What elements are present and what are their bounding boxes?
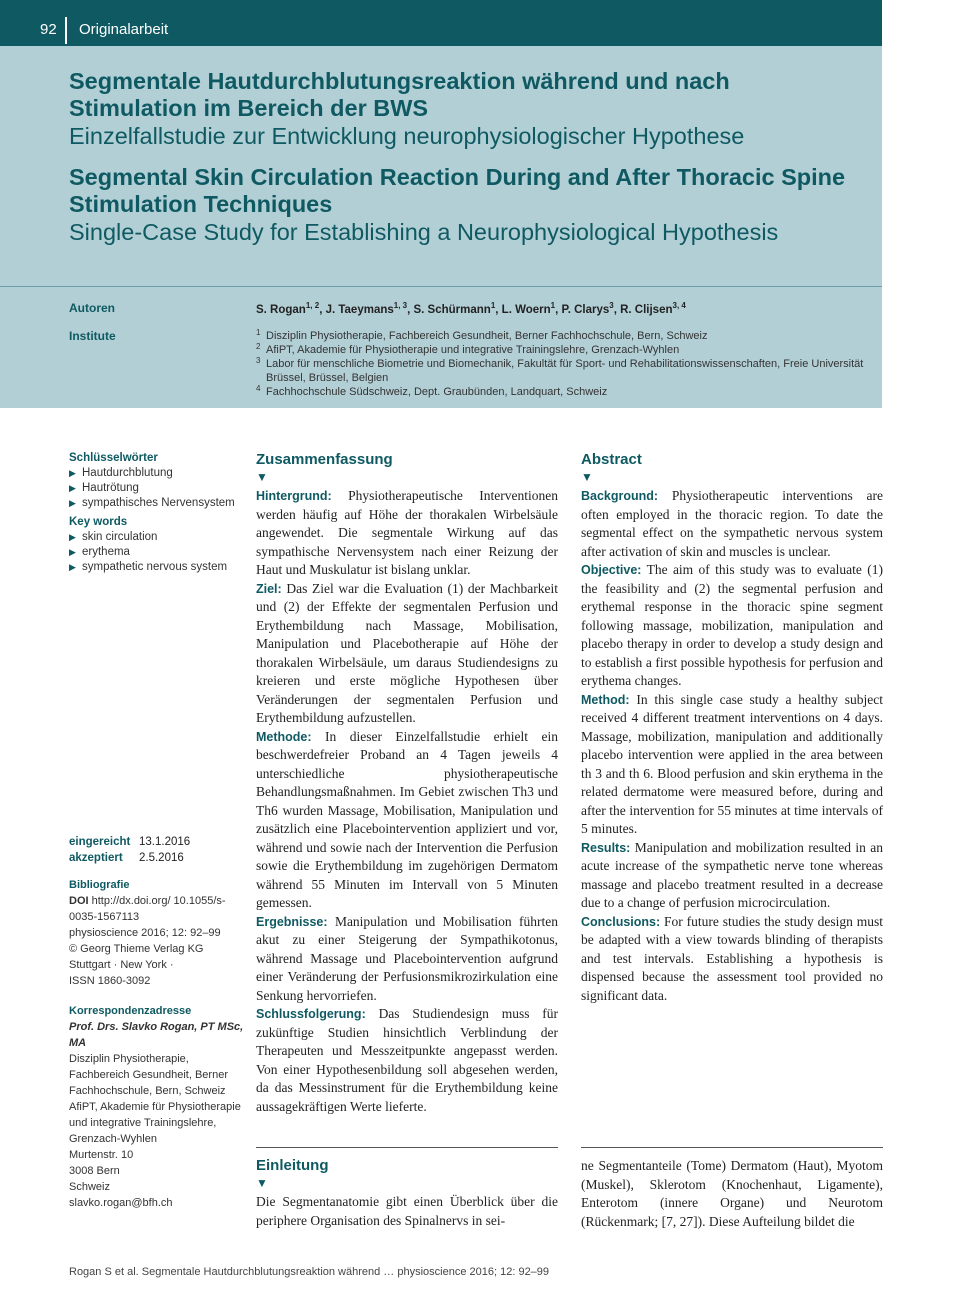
institute-number: 1 bbox=[256, 328, 261, 337]
triangle-down-icon: ▼ bbox=[256, 470, 268, 484]
author-name: S. Schürmann bbox=[413, 303, 491, 316]
submission-dates bbox=[69, 834, 190, 866]
corr-address-line: Schweiz bbox=[69, 1181, 110, 1193]
biblio-title: Bibliografie bbox=[69, 879, 130, 891]
author-affiliation: 1, 3 bbox=[393, 301, 408, 310]
paragraph-label: Results: bbox=[581, 840, 631, 855]
einleitung-continued bbox=[581, 1157, 883, 1231]
paragraph-label: Ergebnisse: bbox=[256, 914, 328, 929]
zusammenfassung-text bbox=[256, 487, 558, 1116]
triangle-right-icon: ▶ bbox=[69, 532, 76, 542]
paragraph-label: Ziel: bbox=[256, 581, 282, 596]
institute-text: Fachhochschule Südschweiz, Dept. Graubünden, Landquart, Schweiz bbox=[266, 386, 608, 398]
paragraph-label: Method: bbox=[581, 692, 630, 707]
triangle-right-icon: ▶ bbox=[69, 562, 76, 572]
abstract-paragraph bbox=[581, 561, 883, 691]
page-footer: Rogan S et al. Segmentale Hautdurchblutungsreaktion während … physioscience 2016; 12: 92–99 bbox=[69, 1266, 550, 1278]
institute-item bbox=[256, 385, 886, 399]
institute-list bbox=[256, 329, 886, 399]
keywords-de-title: Schlüsselwörter bbox=[69, 452, 158, 464]
keywords-sidebar bbox=[69, 451, 239, 579]
triangle-right-icon: ▶ bbox=[69, 547, 76, 557]
title-panel bbox=[0, 46, 882, 408]
abstract-paragraph bbox=[581, 487, 883, 561]
header-bar bbox=[0, 0, 882, 46]
einleitung-text-left: Die Segmentanatomie gibt einen Überblick über die periphere Organisation des Spinalnervs in sei- bbox=[256, 1194, 558, 1228]
paragraph-text: Das Ziel war die Evaluation (1) der Machbarkeit und (2) der Effekte der segmentalen Perfusion und Erythembildung nach Massage, Mobilisation, Manipulation und Placebotherapie auf Höhe der thorakalen Wirbelsäule, um daraus Studiendesigns zu kreieren und erste mögliche Hypothesen über Veränderungen der segmentalen Perfusion und Erythembildung aufzustellen. bbox=[256, 580, 559, 725]
einleitung-heading: Einleitung bbox=[256, 1157, 329, 1174]
author-affiliation: 1 bbox=[490, 301, 496, 310]
keyword-text: sympathisches Nervensystem bbox=[82, 497, 235, 509]
keywords-de-list bbox=[69, 466, 239, 511]
authors-label: Autoren bbox=[69, 301, 115, 315]
page-number: 92 bbox=[40, 21, 57, 38]
correspondence bbox=[69, 1003, 244, 1211]
keyword-item bbox=[69, 530, 239, 545]
abstract-paragraph bbox=[256, 580, 558, 728]
author-affiliation: 1, 2 bbox=[305, 301, 320, 310]
paragraph-label: Methode: bbox=[256, 729, 312, 744]
paragraph-label: Conclusions: bbox=[581, 914, 661, 929]
paragraph-label: Schlussfolgerung: bbox=[256, 1007, 366, 1021]
paragraph-text: Das Studiendesign muss für zukünftige Studien hinsichtlich Verblindung der Therapeuten und Messzeitpunkte angepasst werden. Von einer Hypothesenbildung soll abgesehen werden, da das Messinstrument für die Erythembildung keine aussagekräftigen Werte lieferte. bbox=[256, 1006, 559, 1114]
section-rule bbox=[581, 1147, 883, 1148]
keyword-item bbox=[69, 545, 239, 560]
author-list: S. Rogan$^{1, 2}$, J. Taeymans$^{1, 3}$, S. Schürmann$^1$, L. Woern$^1$, P. Clarys$^3$, R. Clijsen$^{3, 4}$ bbox=[256, 301, 686, 316]
bibliography bbox=[69, 877, 244, 989]
keywords-en-list bbox=[69, 530, 239, 575]
corr-address-line: slavko.rogan@bfh.ch bbox=[69, 1197, 173, 1209]
triangle-right-icon: ▶ bbox=[69, 498, 76, 508]
subtitle-en: Single-Case Study for Establishing a Neurophysiological Hypothesis bbox=[69, 219, 779, 245]
header-divider bbox=[65, 17, 67, 44]
keyword-text: Hautrötung bbox=[82, 482, 139, 494]
paragraph-label: Hintergrund: bbox=[256, 489, 332, 503]
paragraph-text: In this single case study a healthy subject received 4 different treatment interventions on 4 days. Massage, mobilization, manipulation and additionally placebo intervention were applied in the area between th 3 and th 6. Blood perfusion and skin erythema in the related dermatome were measured before, during and after the intervention for 55 minutes at time intervals of 5 minutes. bbox=[581, 691, 884, 836]
triangle-down-icon: ▼ bbox=[256, 1176, 268, 1190]
received-label: eingereicht bbox=[69, 836, 131, 848]
corr-title: Korrespondenzadresse bbox=[69, 1005, 192, 1017]
author-affiliation: 3, 4 bbox=[672, 301, 686, 310]
keywords-en-title: Key words bbox=[69, 516, 128, 528]
journal-ref: physioscience 2016; 12: 92–99 bbox=[69, 927, 221, 939]
institute-number: 4 bbox=[256, 384, 261, 393]
abstract-paragraph bbox=[256, 728, 558, 913]
institute-number: 2 bbox=[256, 342, 261, 351]
section-label: Originalarbeit bbox=[79, 21, 169, 38]
keyword-item bbox=[69, 481, 239, 496]
institute-number: 3 bbox=[256, 356, 261, 365]
institutes-label: Institute bbox=[69, 329, 116, 343]
abstract-column bbox=[581, 451, 883, 1005]
author-name: R. Clijsen bbox=[620, 303, 673, 316]
institute-text: AfiPT, Akademie für Physiotherapie und integrative Trainingslehre, Grenzach-Wyhlen bbox=[266, 344, 680, 356]
paragraph-text: Physiotherapeutische Interventionen werden häufig auf Höhe der thorakalen Wirbelsäule angewendet. Die segmentale Wirkung auf das sympathische Nervensystem nach einer Reizung der Haut und Muskulatur ist bislang unklar. bbox=[256, 488, 558, 577]
paragraph-text: The aim of this study was to evaluate (1) the feasibility and (2) the segmental perfusion and erythemal response in the thoracic spine segment following massage, mobilization, manipulation and placebo therapy in order to develop a study design and to establish a first possible hypothesis for perfusion and erythema changes. bbox=[581, 562, 883, 688]
header-divider-line bbox=[0, 286, 882, 287]
keyword-text: erythema bbox=[82, 546, 130, 558]
author-name: L. Woern bbox=[501, 303, 551, 316]
keyword-item bbox=[69, 466, 239, 481]
keyword-item bbox=[69, 560, 239, 575]
author-name: J. Taeymans bbox=[325, 303, 394, 316]
institute-text: Labor für menschliche Biometrie und Biomechanik, Fakultät für Sport- und Rehabilitationswissenschaften, Freie Universität Brüssel, Brüssel, Belgien bbox=[266, 358, 864, 384]
triangle-right-icon: ▶ bbox=[69, 483, 76, 493]
institute-item bbox=[256, 343, 886, 357]
abstract-paragraph bbox=[581, 691, 883, 839]
einleitung-text-right: ne Segmentanteile (Tome) Dermatom (Haut), Myotom (Muskel), Sklerotom (Knochenhaut, Ligamente), Enterotom (innere Organe) und Neurotom (Rückenmark; [7, 27]). Diese Aufteilung bildet die bbox=[581, 1158, 883, 1229]
author-name: P. Clarys bbox=[561, 303, 610, 316]
abstract-paragraph bbox=[581, 839, 883, 913]
title-de: Segmentale Hautdurchblutungsreaktion während und nach Stimulation im Bereich der BWS bbox=[69, 68, 730, 121]
abstract-text bbox=[581, 487, 883, 1005]
zusammenfassung-column bbox=[256, 451, 558, 1116]
author-name: S. Rogan bbox=[256, 303, 306, 316]
keyword-item bbox=[69, 496, 239, 511]
issn: ISSN 1860-3092 bbox=[69, 975, 151, 987]
corr-address-line: Murtenstr. 10 bbox=[69, 1149, 134, 1161]
received-date: 13.1.2016 bbox=[139, 836, 191, 848]
paragraph-text: Physiotherapeutic interventions are often employed in the thoracic region. To date the segmental effect on the sympathetic nervous system after activation of skin and muscles is unclear. bbox=[581, 488, 883, 559]
accepted-date: 2.5.2016 bbox=[139, 852, 184, 864]
corr-name: Prof. Drs. Slavko Rogan, PT MSc, MA bbox=[69, 1021, 244, 1049]
publisher-location: Stuttgart · New York · bbox=[69, 959, 174, 971]
paragraph-text: Manipulation and mobilization resulted in an acute increase of the sympathetic nerve tone whereas massage and placebo treatment resulted in a decrease due to a change of perfusion microcirculation. bbox=[581, 839, 884, 910]
doi-link[interactable]: http://dx.doi.org/ 10.1055/s-0035-1567113 bbox=[69, 895, 226, 923]
paragraph-text: For future studies the study design must be adapted with a view towards blinding of therapists and test intervals. Establishing a hypothesis is dispensed because the assessment tool provided no significant data. bbox=[581, 913, 883, 1003]
zusammenfassung-heading: Zusammenfassung bbox=[256, 451, 393, 468]
abstract-paragraph bbox=[581, 913, 883, 1006]
paragraph-text: In dieser Einzelfallstudie erhielt ein beschwerdefreier Proband an 4 Tagen jeweils 4 unterschiedliche physiotherapeutische Behandlungsmaßnahmen. Im Gebiet zwischen Th3 und Th6 wurden Massage, Mobilisation, Manipulation und zusätzlich eine Placebointervention appliziert und vor, während und sowie nach der Intervention die Perfusion sowie die Erythembildung im zugehörigen Dermatom während 55 Minuten im Intervall von 5 Minuten gemessen. bbox=[256, 728, 558, 910]
triangle-down-icon: ▼ bbox=[581, 470, 593, 484]
abstract-paragraph bbox=[256, 913, 558, 1006]
keyword-text: skin circulation bbox=[82, 531, 158, 543]
triangle-right-icon: ▶ bbox=[69, 468, 76, 478]
copyright: © Georg Thieme Verlag KG bbox=[69, 943, 204, 955]
corr-address-line: 3008 Bern bbox=[69, 1165, 120, 1177]
paragraph-label: Objective: bbox=[581, 563, 642, 577]
institute-item bbox=[256, 357, 886, 385]
abstract-paragraph bbox=[256, 487, 558, 580]
section-rule bbox=[256, 1147, 558, 1148]
keyword-text: sympathetic nervous system bbox=[82, 561, 228, 573]
abstract-heading: Abstract bbox=[581, 451, 642, 468]
corr-address-line: Disziplin Physiotherapie, Fachbereich Gesundheit, Berner Fachhochschule, Bern, Schweiz bbox=[69, 1053, 228, 1097]
author-affiliation: 1 bbox=[550, 301, 556, 310]
keyword-text: Hautdurchblutung bbox=[82, 467, 173, 479]
accepted-label: akzeptiert bbox=[69, 852, 123, 864]
abstract-paragraph bbox=[256, 1005, 558, 1116]
title-en: Segmental Skin Circulation Reaction During and After Thoracic Spine Stimulation Techniques bbox=[69, 164, 846, 217]
paragraph-text: Manipulation und Mobilisation führten akut zu einer Steigerung der Sympathikotonus, während Massage und Placebointervention aufgrund einer Veränderung der Perfusionsmikrozirkulation eine Senkung hervorriefen. bbox=[256, 913, 559, 1003]
institute-text: Disziplin Physiotherapie, Fachbereich Gesundheit, Berner Fachhochschule, Bern, Schweiz bbox=[266, 330, 708, 342]
author-affiliation: 3 bbox=[609, 301, 614, 310]
paragraph-label: Background: bbox=[581, 489, 659, 503]
einleitung-column bbox=[256, 1157, 558, 1230]
doi-label: DOI bbox=[69, 895, 89, 907]
institute-item bbox=[256, 329, 886, 343]
subtitle-de: Einzelfallstudie zur Entwicklung neurophysiologischer Hypothese bbox=[69, 123, 745, 149]
corr-address bbox=[69, 1051, 244, 1211]
corr-address-line: AfiPT, Akademie für Physiotherapie und integrative Trainingslehre, Grenzach-Wyhlen bbox=[69, 1101, 241, 1145]
